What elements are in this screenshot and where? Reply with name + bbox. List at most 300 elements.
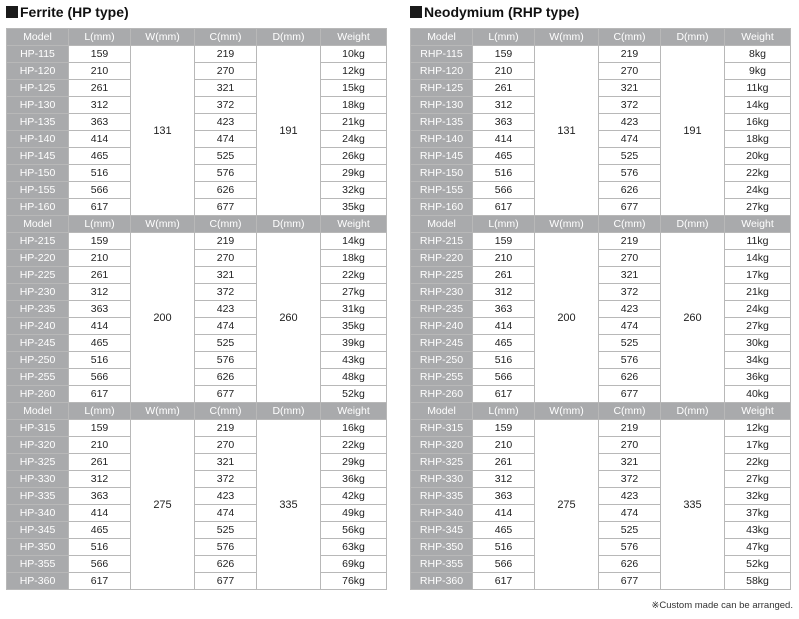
model-cell: HP-160 bbox=[7, 199, 69, 216]
weight-cell: 47kg bbox=[725, 539, 791, 556]
length-cell: 414 bbox=[473, 318, 535, 335]
c-cell: 321 bbox=[599, 80, 661, 97]
table-row bbox=[7, 573, 387, 590]
length-cell: 159 bbox=[69, 233, 131, 250]
c-cell: 372 bbox=[599, 284, 661, 301]
header-model: Model bbox=[7, 216, 69, 233]
model-cell: RHP-215 bbox=[411, 233, 473, 250]
weight-cell: 27kg bbox=[321, 284, 387, 301]
length-cell: 363 bbox=[473, 301, 535, 318]
header-c: C(mm) bbox=[195, 216, 257, 233]
header-l: L(mm) bbox=[69, 29, 131, 46]
c-cell: 321 bbox=[195, 80, 257, 97]
neodymium-table bbox=[410, 28, 791, 590]
c-cell: 474 bbox=[195, 505, 257, 522]
length-cell: 159 bbox=[69, 420, 131, 437]
weight-cell: 35kg bbox=[321, 318, 387, 335]
length-cell: 516 bbox=[69, 539, 131, 556]
depth-cell: 260 bbox=[661, 233, 725, 403]
model-cell: RHP-250 bbox=[411, 352, 473, 369]
model-cell: HP-360 bbox=[7, 573, 69, 590]
model-cell: HP-250 bbox=[7, 352, 69, 369]
table-row bbox=[411, 46, 791, 63]
length-cell: 363 bbox=[69, 488, 131, 505]
model-cell: HP-340 bbox=[7, 505, 69, 522]
length-cell: 210 bbox=[473, 63, 535, 80]
depth-cell: 335 bbox=[661, 420, 725, 590]
c-cell: 321 bbox=[195, 454, 257, 471]
table-row bbox=[7, 454, 387, 471]
c-cell: 270 bbox=[599, 63, 661, 80]
model-cell: RHP-125 bbox=[411, 80, 473, 97]
length-cell: 312 bbox=[69, 471, 131, 488]
model-cell: RHP-345 bbox=[411, 522, 473, 539]
header-w: W(mm) bbox=[131, 29, 195, 46]
header-d: D(mm) bbox=[661, 403, 725, 420]
weight-cell: 24kg bbox=[725, 301, 791, 318]
footnote: ※Custom made can be arranged. bbox=[651, 600, 793, 611]
c-cell: 677 bbox=[599, 573, 661, 590]
table-row bbox=[7, 284, 387, 301]
c-cell: 270 bbox=[599, 437, 661, 454]
c-cell: 372 bbox=[599, 471, 661, 488]
width-cell: 200 bbox=[535, 233, 599, 403]
table-row bbox=[411, 233, 791, 250]
length-cell: 516 bbox=[473, 539, 535, 556]
c-cell: 219 bbox=[599, 233, 661, 250]
c-cell: 525 bbox=[195, 335, 257, 352]
header-weight: Weight bbox=[725, 216, 791, 233]
width-cell: 131 bbox=[131, 46, 195, 216]
model-cell: RHP-235 bbox=[411, 301, 473, 318]
header-row bbox=[7, 29, 387, 46]
model-cell: HP-220 bbox=[7, 250, 69, 267]
c-cell: 525 bbox=[195, 522, 257, 539]
length-cell: 414 bbox=[473, 505, 535, 522]
model-cell: RHP-230 bbox=[411, 284, 473, 301]
table-row bbox=[411, 488, 791, 505]
weight-cell: 14kg bbox=[725, 250, 791, 267]
c-cell: 423 bbox=[195, 488, 257, 505]
c-cell: 423 bbox=[599, 114, 661, 131]
model-cell: HP-145 bbox=[7, 148, 69, 165]
length-cell: 159 bbox=[473, 420, 535, 437]
header-l: L(mm) bbox=[473, 403, 535, 420]
table-row bbox=[411, 539, 791, 556]
length-cell: 159 bbox=[69, 46, 131, 63]
c-cell: 219 bbox=[599, 420, 661, 437]
header-c: C(mm) bbox=[195, 29, 257, 46]
model-cell: RHP-160 bbox=[411, 199, 473, 216]
weight-cell: 63kg bbox=[321, 539, 387, 556]
c-cell: 525 bbox=[195, 148, 257, 165]
c-cell: 677 bbox=[195, 386, 257, 403]
length-cell: 617 bbox=[473, 199, 535, 216]
model-cell: RHP-225 bbox=[411, 267, 473, 284]
model-cell: RHP-155 bbox=[411, 182, 473, 199]
model-cell: RHP-340 bbox=[411, 505, 473, 522]
table-row bbox=[7, 148, 387, 165]
weight-cell: 29kg bbox=[321, 454, 387, 471]
length-cell: 566 bbox=[69, 182, 131, 199]
weight-cell: 9kg bbox=[725, 63, 791, 80]
table-row bbox=[411, 505, 791, 522]
table-row bbox=[411, 471, 791, 488]
model-cell: HP-215 bbox=[7, 233, 69, 250]
length-cell: 261 bbox=[69, 267, 131, 284]
table-row bbox=[411, 267, 791, 284]
c-cell: 677 bbox=[195, 573, 257, 590]
table-row bbox=[7, 488, 387, 505]
c-cell: 372 bbox=[599, 97, 661, 114]
c-cell: 270 bbox=[195, 250, 257, 267]
table-row bbox=[7, 182, 387, 199]
model-cell: HP-245 bbox=[7, 335, 69, 352]
model-cell: RHP-315 bbox=[411, 420, 473, 437]
length-cell: 312 bbox=[473, 97, 535, 114]
length-cell: 312 bbox=[69, 284, 131, 301]
model-cell: RHP-145 bbox=[411, 148, 473, 165]
header-d: D(mm) bbox=[257, 403, 321, 420]
weight-cell: 34kg bbox=[725, 352, 791, 369]
length-cell: 363 bbox=[69, 114, 131, 131]
header-d: D(mm) bbox=[257, 216, 321, 233]
table-row bbox=[7, 471, 387, 488]
ferrite-section bbox=[6, 0, 386, 587]
length-cell: 617 bbox=[69, 386, 131, 403]
length-cell: 414 bbox=[69, 131, 131, 148]
c-cell: 677 bbox=[599, 386, 661, 403]
table-row bbox=[411, 63, 791, 80]
weight-cell: 27kg bbox=[725, 199, 791, 216]
model-cell: HP-240 bbox=[7, 318, 69, 335]
table-row bbox=[411, 80, 791, 97]
square-bullet-icon bbox=[410, 6, 422, 18]
model-cell: RHP-130 bbox=[411, 97, 473, 114]
c-cell: 626 bbox=[599, 556, 661, 573]
length-cell: 566 bbox=[473, 369, 535, 386]
depth-cell: 260 bbox=[257, 233, 321, 403]
weight-cell: 10kg bbox=[321, 46, 387, 63]
c-cell: 474 bbox=[195, 131, 257, 148]
header-model: Model bbox=[411, 403, 473, 420]
c-cell: 423 bbox=[195, 114, 257, 131]
ferrite-title-text: Ferrite (HP type) bbox=[20, 4, 129, 20]
c-cell: 525 bbox=[599, 522, 661, 539]
model-cell: HP-225 bbox=[7, 267, 69, 284]
model-cell: RHP-350 bbox=[411, 539, 473, 556]
header-d: D(mm) bbox=[661, 216, 725, 233]
model-cell: HP-345 bbox=[7, 522, 69, 539]
table-row bbox=[7, 556, 387, 573]
header-weight: Weight bbox=[321, 403, 387, 420]
table-row bbox=[411, 352, 791, 369]
table-row bbox=[7, 267, 387, 284]
length-cell: 566 bbox=[473, 556, 535, 573]
weight-cell: 40kg bbox=[725, 386, 791, 403]
model-cell: RHP-150 bbox=[411, 165, 473, 182]
weight-cell: 27kg bbox=[725, 471, 791, 488]
header-row bbox=[411, 403, 791, 420]
length-cell: 414 bbox=[473, 131, 535, 148]
weight-cell: 21kg bbox=[725, 284, 791, 301]
c-cell: 474 bbox=[195, 318, 257, 335]
table-row bbox=[7, 369, 387, 386]
header-weight: Weight bbox=[725, 403, 791, 420]
weight-cell: 29kg bbox=[321, 165, 387, 182]
model-cell: RHP-330 bbox=[411, 471, 473, 488]
table-row bbox=[7, 46, 387, 63]
model-cell: RHP-245 bbox=[411, 335, 473, 352]
length-cell: 210 bbox=[69, 63, 131, 80]
weight-cell: 56kg bbox=[321, 522, 387, 539]
header-weight: Weight bbox=[321, 216, 387, 233]
weight-cell: 22kg bbox=[725, 454, 791, 471]
weight-cell: 36kg bbox=[725, 369, 791, 386]
length-cell: 465 bbox=[69, 335, 131, 352]
weight-cell: 26kg bbox=[321, 148, 387, 165]
c-cell: 576 bbox=[195, 539, 257, 556]
length-cell: 363 bbox=[69, 301, 131, 318]
c-cell: 576 bbox=[599, 539, 661, 556]
header-l: L(mm) bbox=[473, 216, 535, 233]
length-cell: 566 bbox=[473, 182, 535, 199]
table-row bbox=[7, 165, 387, 182]
weight-cell: 32kg bbox=[725, 488, 791, 505]
depth-cell: 335 bbox=[257, 420, 321, 590]
header-w: W(mm) bbox=[535, 216, 599, 233]
table-row bbox=[7, 437, 387, 454]
model-cell: HP-120 bbox=[7, 63, 69, 80]
weight-cell: 27kg bbox=[725, 318, 791, 335]
table-row bbox=[7, 63, 387, 80]
length-cell: 516 bbox=[69, 165, 131, 182]
header-weight: Weight bbox=[321, 29, 387, 46]
table-row bbox=[7, 318, 387, 335]
width-cell: 200 bbox=[131, 233, 195, 403]
model-cell: RHP-115 bbox=[411, 46, 473, 63]
weight-cell: 18kg bbox=[321, 250, 387, 267]
length-cell: 516 bbox=[473, 352, 535, 369]
model-cell: RHP-320 bbox=[411, 437, 473, 454]
model-cell: HP-325 bbox=[7, 454, 69, 471]
length-cell: 566 bbox=[69, 369, 131, 386]
table-row bbox=[411, 437, 791, 454]
header-row bbox=[411, 29, 791, 46]
weight-cell: 17kg bbox=[725, 437, 791, 454]
length-cell: 414 bbox=[69, 318, 131, 335]
weight-cell: 14kg bbox=[321, 233, 387, 250]
model-cell: RHP-260 bbox=[411, 386, 473, 403]
table-row bbox=[7, 301, 387, 318]
weight-cell: 32kg bbox=[321, 182, 387, 199]
model-cell: HP-135 bbox=[7, 114, 69, 131]
neodymium-title bbox=[410, 0, 790, 24]
c-cell: 372 bbox=[195, 284, 257, 301]
header-c: C(mm) bbox=[599, 216, 661, 233]
c-cell: 321 bbox=[599, 267, 661, 284]
table-row bbox=[411, 301, 791, 318]
header-weight: Weight bbox=[725, 29, 791, 46]
weight-cell: 8kg bbox=[725, 46, 791, 63]
model-cell: HP-140 bbox=[7, 131, 69, 148]
weight-cell: 52kg bbox=[321, 386, 387, 403]
model-cell: RHP-140 bbox=[411, 131, 473, 148]
c-cell: 321 bbox=[599, 454, 661, 471]
length-cell: 261 bbox=[473, 267, 535, 284]
c-cell: 219 bbox=[195, 233, 257, 250]
length-cell: 261 bbox=[473, 454, 535, 471]
model-cell: RHP-220 bbox=[411, 250, 473, 267]
c-cell: 321 bbox=[195, 267, 257, 284]
weight-cell: 48kg bbox=[321, 369, 387, 386]
length-cell: 261 bbox=[69, 454, 131, 471]
weight-cell: 12kg bbox=[725, 420, 791, 437]
length-cell: 617 bbox=[473, 386, 535, 403]
model-cell: HP-355 bbox=[7, 556, 69, 573]
c-cell: 219 bbox=[195, 420, 257, 437]
header-d: D(mm) bbox=[661, 29, 725, 46]
model-cell: HP-330 bbox=[7, 471, 69, 488]
c-cell: 219 bbox=[195, 46, 257, 63]
table-row bbox=[7, 250, 387, 267]
c-cell: 270 bbox=[195, 437, 257, 454]
weight-cell: 22kg bbox=[321, 437, 387, 454]
c-cell: 372 bbox=[195, 97, 257, 114]
table-row bbox=[7, 335, 387, 352]
c-cell: 677 bbox=[195, 199, 257, 216]
header-l: L(mm) bbox=[69, 216, 131, 233]
table-row bbox=[411, 250, 791, 267]
table-row bbox=[7, 114, 387, 131]
c-cell: 576 bbox=[195, 352, 257, 369]
length-cell: 465 bbox=[473, 148, 535, 165]
weight-cell: 15kg bbox=[321, 80, 387, 97]
c-cell: 626 bbox=[195, 556, 257, 573]
table-row bbox=[411, 556, 791, 573]
c-cell: 474 bbox=[599, 131, 661, 148]
model-cell: RHP-360 bbox=[411, 573, 473, 590]
c-cell: 576 bbox=[599, 165, 661, 182]
weight-cell: 17kg bbox=[725, 267, 791, 284]
length-cell: 566 bbox=[69, 556, 131, 573]
length-cell: 312 bbox=[69, 97, 131, 114]
weight-cell: 37kg bbox=[725, 505, 791, 522]
neodymium-title-text: Neodymium (RHP type) bbox=[424, 4, 580, 20]
header-w: W(mm) bbox=[131, 216, 195, 233]
c-cell: 474 bbox=[599, 505, 661, 522]
model-cell: HP-350 bbox=[7, 539, 69, 556]
weight-cell: 76kg bbox=[321, 573, 387, 590]
length-cell: 312 bbox=[473, 471, 535, 488]
table-row bbox=[7, 522, 387, 539]
c-cell: 626 bbox=[599, 369, 661, 386]
table-row bbox=[7, 131, 387, 148]
header-model: Model bbox=[411, 216, 473, 233]
depth-cell: 191 bbox=[661, 46, 725, 216]
model-cell: RHP-240 bbox=[411, 318, 473, 335]
length-cell: 465 bbox=[69, 148, 131, 165]
length-cell: 210 bbox=[473, 437, 535, 454]
header-row bbox=[7, 403, 387, 420]
table-row bbox=[7, 386, 387, 403]
c-cell: 677 bbox=[599, 199, 661, 216]
neodymium-section bbox=[410, 0, 790, 587]
header-w: W(mm) bbox=[535, 29, 599, 46]
table-row bbox=[411, 335, 791, 352]
c-cell: 270 bbox=[195, 63, 257, 80]
length-cell: 363 bbox=[473, 488, 535, 505]
c-cell: 423 bbox=[195, 301, 257, 318]
weight-cell: 43kg bbox=[321, 352, 387, 369]
length-cell: 617 bbox=[69, 199, 131, 216]
header-row bbox=[411, 216, 791, 233]
header-w: W(mm) bbox=[535, 403, 599, 420]
model-cell: HP-315 bbox=[7, 420, 69, 437]
model-cell: HP-235 bbox=[7, 301, 69, 318]
model-cell: HP-260 bbox=[7, 386, 69, 403]
width-cell: 131 bbox=[535, 46, 599, 216]
table-row bbox=[7, 352, 387, 369]
weight-cell: 24kg bbox=[725, 182, 791, 199]
model-cell: HP-115 bbox=[7, 46, 69, 63]
weight-cell: 20kg bbox=[725, 148, 791, 165]
length-cell: 516 bbox=[473, 165, 535, 182]
weight-cell: 42kg bbox=[321, 488, 387, 505]
c-cell: 219 bbox=[599, 46, 661, 63]
length-cell: 465 bbox=[69, 522, 131, 539]
table-row bbox=[411, 148, 791, 165]
length-cell: 363 bbox=[473, 114, 535, 131]
square-bullet-icon bbox=[6, 6, 18, 18]
weight-cell: 22kg bbox=[321, 267, 387, 284]
table-row bbox=[411, 454, 791, 471]
header-model: Model bbox=[7, 29, 69, 46]
weight-cell: 21kg bbox=[321, 114, 387, 131]
model-cell: HP-155 bbox=[7, 182, 69, 199]
weight-cell: 12kg bbox=[321, 63, 387, 80]
width-cell: 275 bbox=[131, 420, 195, 590]
length-cell: 465 bbox=[473, 335, 535, 352]
header-l: L(mm) bbox=[69, 403, 131, 420]
model-cell: HP-320 bbox=[7, 437, 69, 454]
weight-cell: 52kg bbox=[725, 556, 791, 573]
weight-cell: 11kg bbox=[725, 233, 791, 250]
c-cell: 372 bbox=[195, 471, 257, 488]
weight-cell: 14kg bbox=[725, 97, 791, 114]
c-cell: 525 bbox=[599, 335, 661, 352]
length-cell: 159 bbox=[473, 233, 535, 250]
model-cell: HP-130 bbox=[7, 97, 69, 114]
header-model: Model bbox=[7, 403, 69, 420]
length-cell: 261 bbox=[69, 80, 131, 97]
table-row bbox=[411, 114, 791, 131]
length-cell: 210 bbox=[69, 250, 131, 267]
weight-cell: 49kg bbox=[321, 505, 387, 522]
table-row bbox=[7, 505, 387, 522]
length-cell: 159 bbox=[473, 46, 535, 63]
table-row bbox=[411, 318, 791, 335]
table-row bbox=[411, 199, 791, 216]
header-c: C(mm) bbox=[599, 29, 661, 46]
model-cell: HP-150 bbox=[7, 165, 69, 182]
model-cell: HP-255 bbox=[7, 369, 69, 386]
header-c: C(mm) bbox=[599, 403, 661, 420]
weight-cell: 18kg bbox=[321, 97, 387, 114]
length-cell: 261 bbox=[473, 80, 535, 97]
c-cell: 626 bbox=[195, 182, 257, 199]
weight-cell: 18kg bbox=[725, 131, 791, 148]
